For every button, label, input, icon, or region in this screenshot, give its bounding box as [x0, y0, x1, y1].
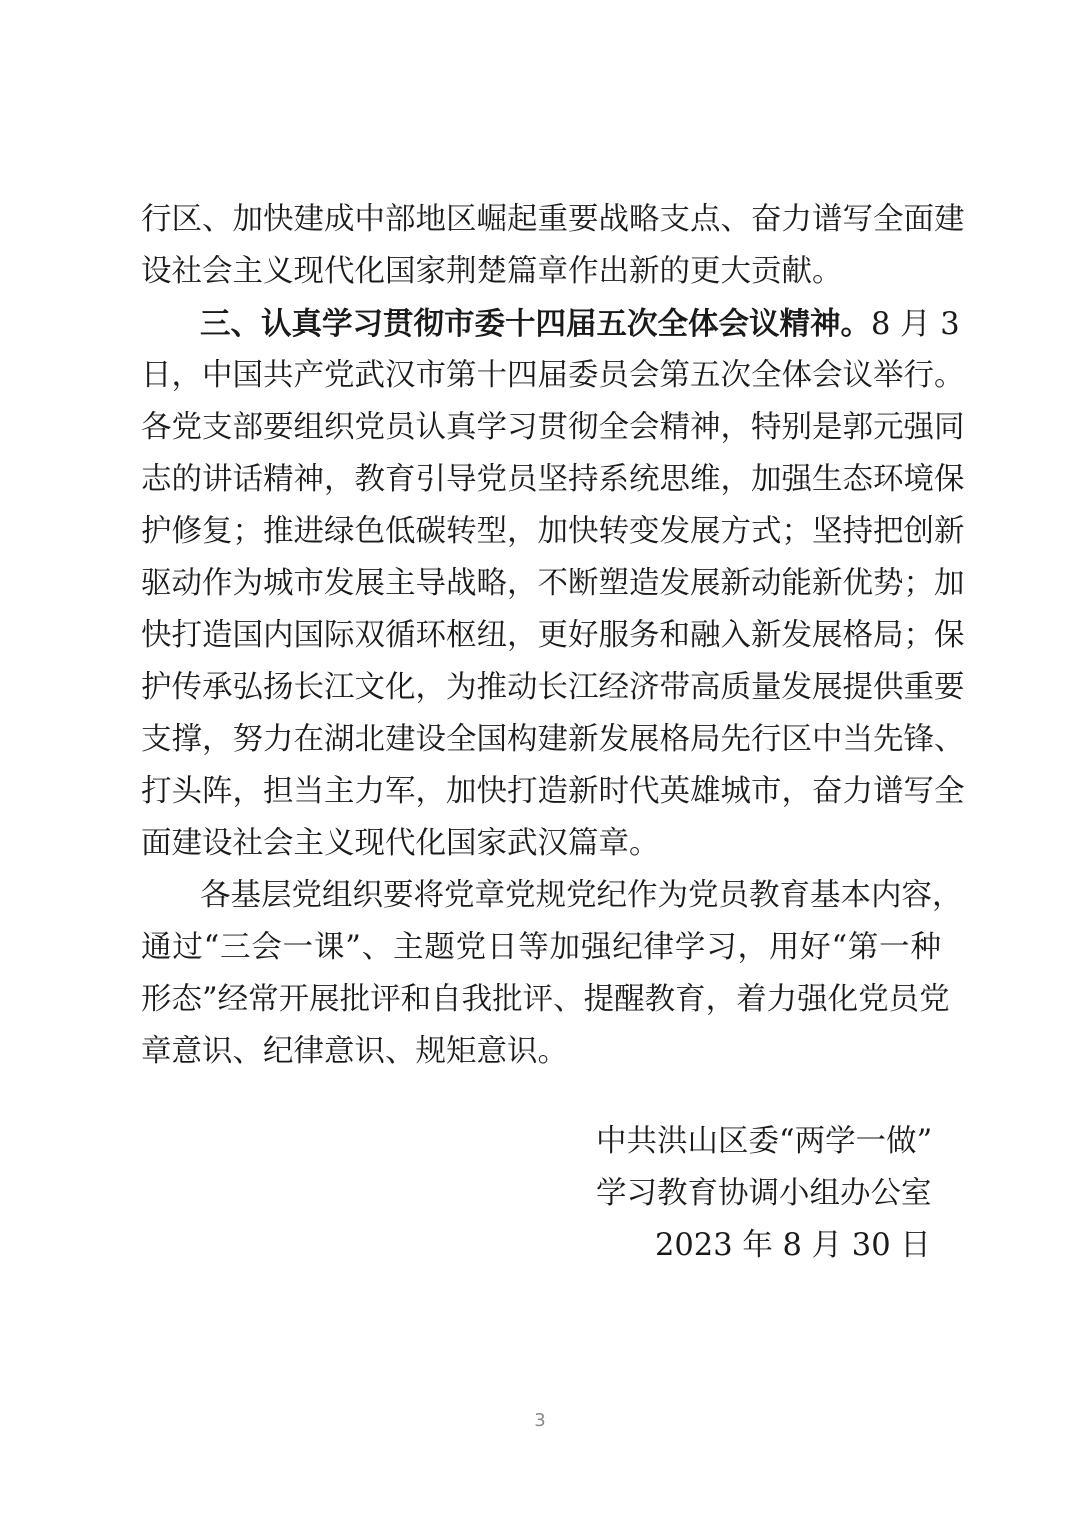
- body-line: 日，中国共产党武汉市第十四届委员会第五次全体会议举行。: [141, 358, 965, 393]
- section-three-heading-tail: 8 月 3: [871, 307, 960, 342]
- body-line: 设社会主义现代化国家荆楚篇章作出新的更大贡献。: [141, 254, 843, 289]
- signature-date: 2023 年 8 月 30 日: [655, 1228, 931, 1263]
- body-line: 护传承弘扬长江文化，为推动长江经济带高质量发展提供重要: [141, 670, 965, 705]
- body-line: 各党支部要组织党员认真学习贯彻全会精神，特别是郭元强同: [141, 410, 965, 445]
- body-line: 护修复；推进绿色低碳转型，加快转变发展方式；坚持把创新: [141, 514, 965, 549]
- body-line: 志的讲话精神，教育引导党员坚持系统思维，加强生态环境保: [141, 462, 965, 497]
- body-line: 章意识、纪律意识、规矩意识。: [141, 1034, 568, 1069]
- body-line: 支撑，努力在湖北建设全国构建新发展格局先行区中当先锋、: [141, 722, 965, 757]
- body-line: 形态”经常开展批评和自我批评、提醒教育，着力强化党员党: [141, 982, 950, 1017]
- signature-org-line2: 学习教育协调小组办公室: [596, 1176, 932, 1211]
- section-heading-line: [200, 298, 960, 350]
- page-number: 3: [534, 1410, 546, 1431]
- body-line: 通过“三会一课”、主题党日等加强纪律学习，用好“第一种: [141, 930, 941, 965]
- section-three-heading: 三、认真学习贯彻市委十四届五次全体会议精神。: [200, 306, 871, 342]
- body-line: 打头阵，担当主力军，加快打造新时代英雄城市，奋力谱写全: [141, 774, 965, 809]
- signature-org-line1: 中共洪山区委“两学一做”: [596, 1124, 933, 1159]
- body-line: 行区、加快建成中部地区崛起重要战略支点、奋力谱写全面建: [141, 202, 965, 237]
- body-line: 快打造国内国际双循环枢纽，更好服务和融入新发展格局；保: [141, 618, 965, 653]
- body-line: 驱动作为城市发展主导战略，不断塑造发展新动能新优势；加: [141, 566, 965, 601]
- body-line: 面建设社会主义现代化国家武汉篇章。: [141, 826, 660, 861]
- body-line: 各基层党组织要将党章党规党纪作为党员教育基本内容，: [200, 878, 963, 913]
